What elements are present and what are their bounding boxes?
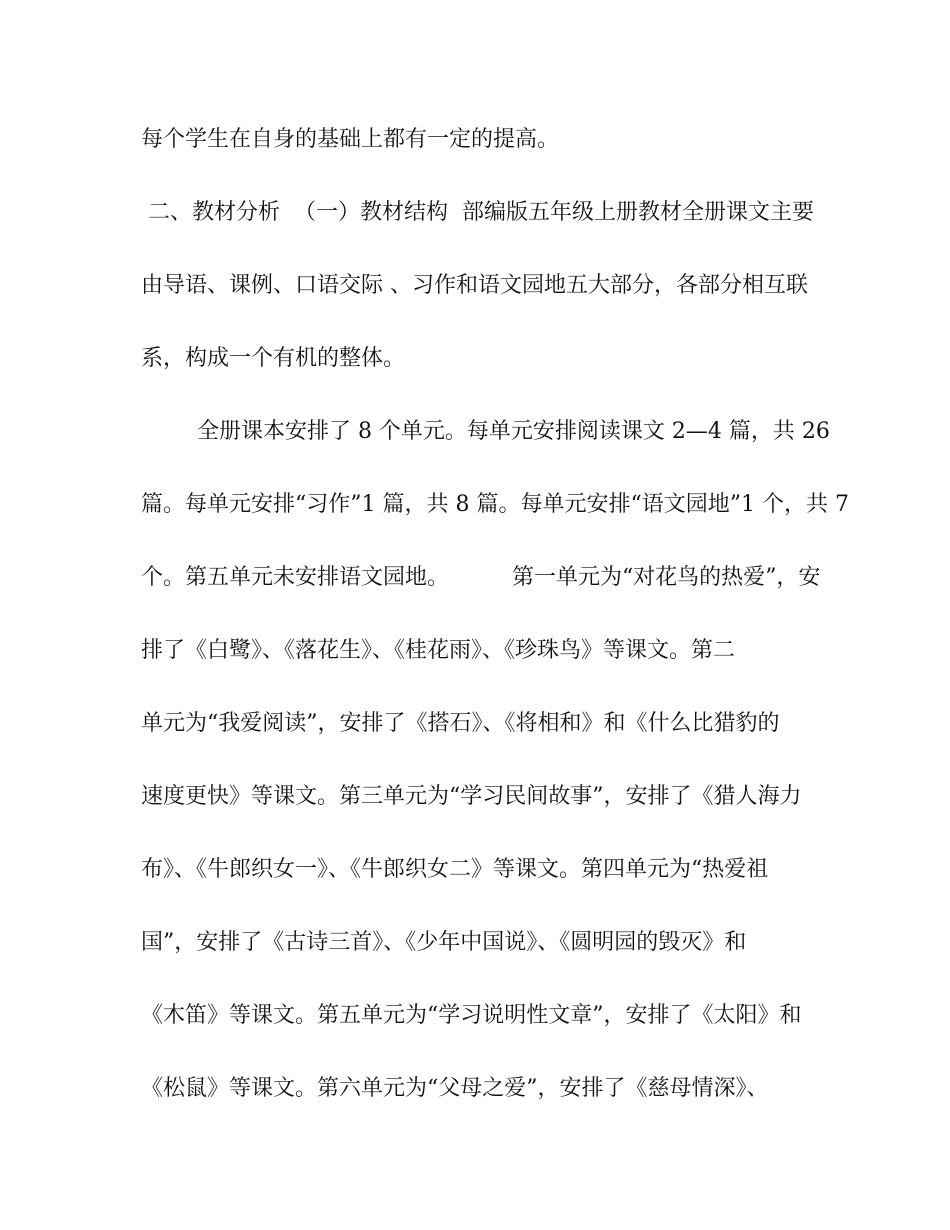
text-line: 单元为“我爱阅读”，安排了《搭石》、《将相和》和《什么比猎豹的 (141, 711, 780, 736)
text-line: 国”，安排了《古诗三首》、《少年中国说》、《圆明园的毁灭》和 (141, 930, 747, 955)
text-line: 系，构成一个有机的整体。 (141, 346, 406, 371)
text-line: 速度更快》等课文。第三单元为“学习民间故事”，安排了《猎人海力 (141, 784, 802, 809)
text-line: 布》、《牛郎织女一》、《牛郎织女二》等课文。第四单元为“热爱祖 (141, 857, 769, 882)
text-line: 每个学生在自身的基础上都有一定的提高。 (141, 127, 560, 152)
text-line: 个。第五单元未安排语文园地。 第一单元为“对花鸟的热爱”，安 (141, 565, 821, 590)
text-line: 排了《白鹭》、《落花生》、《桂花雨》、《珍珠鸟》等课文。第二 (141, 638, 736, 663)
text-line: 《木笛》等课文。第五单元为“学习说明性文章”，安排了《太阳》和 (141, 1003, 802, 1028)
text-line: 篇。每单元安排“习作”1 篇，共 8 篇。每单元安排“语文园地”1 个，共 7 (141, 492, 849, 517)
text-line: 全册课本安排了 8 个单元。每单元安排阅读课文 2—4 篇，共 26 (141, 419, 830, 444)
text-line: 二、教材分析 （一）教材结构 部编版五年级上册教材全册课文主要 (141, 200, 814, 225)
text-line: 由导语、课例、口语交际 、习作和语文园地五大部分，各部分相互联 (141, 273, 808, 298)
text-line: 《松鼠》等课文。第六单元为“父母之爱”，安排了《慈母情深》、 (141, 1076, 769, 1101)
